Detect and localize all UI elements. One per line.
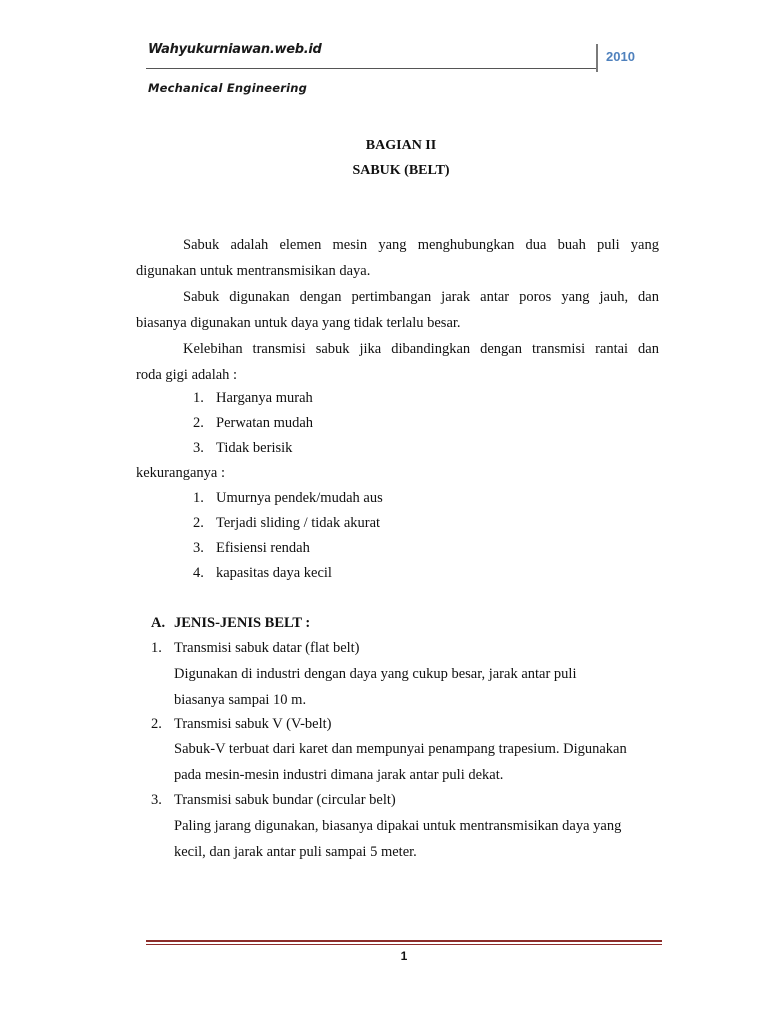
section-marker: A.: [151, 615, 166, 631]
disadvantages-label: kekuranganya :: [136, 465, 225, 481]
advantage-number: 1.: [193, 390, 204, 406]
para-2-line-2: biasanya digunakan untuk daya yang tidak terlalu besar.: [136, 315, 461, 331]
para-2-line-1: Sabuk digunakan dengan pertimbangan jarak antar poros yang jauh, dan: [183, 289, 659, 305]
advantage-item: Harganya murah: [216, 390, 313, 406]
disadvantage-item: Terjadi sliding / tidak akurat: [216, 515, 381, 531]
advantage-number: 3.: [193, 440, 204, 456]
belt-type-number: 3.: [151, 792, 162, 808]
chapter-title: SABUK (BELT): [352, 163, 450, 178]
disadvantage-number: 4.: [193, 565, 204, 581]
header-rule: [146, 68, 598, 69]
site-name: Wahyukurniawan.web.id: [148, 42, 322, 57]
belt-type-description: biasanya sampai 10 m.: [174, 692, 307, 708]
advantage-number: 2.: [193, 415, 204, 431]
header-subtitle: Mechanical Engineering: [148, 81, 308, 95]
para-3-line-2: roda gigi adalah :: [136, 367, 238, 383]
disadvantage-number: 2.: [193, 515, 204, 531]
belt-type-description: pada mesin-mesin industri dimana jarak antar puli dekat.: [174, 767, 504, 783]
chapter-label: BAGIAN II: [365, 138, 437, 153]
belt-type-title: Transmisi sabuk V (V-belt): [174, 716, 332, 732]
disadvantage-number: 3.: [193, 540, 204, 556]
footer-rule-thin: [146, 944, 662, 945]
advantage-item: Perwatan mudah: [216, 415, 314, 431]
disadvantage-item: kapasitas daya kecil: [216, 565, 332, 581]
para-3-line-1: Kelebihan transmisi sabuk jika dibandingkan dengan transmisi rantai dan: [183, 341, 659, 357]
section-heading: JENIS-JENIS BELT :: [174, 615, 311, 631]
page-number: 1: [400, 949, 408, 963]
belt-type-title: Transmisi sabuk datar (flat belt): [174, 640, 360, 656]
belt-type-description: kecil, dan jarak antar puli sampai 5 meter.: [174, 844, 417, 860]
belt-type-number: 2.: [151, 716, 162, 732]
para-1-line-1: Sabuk adalah elemen mesin yang menghubungkan dua buah puli yang: [183, 237, 659, 253]
header-year: 2010: [606, 49, 635, 64]
disadvantage-item: Efisiensi rendah: [216, 540, 310, 556]
disadvantage-item: Umurnya pendek/mudah aus: [216, 490, 383, 506]
belt-type-description: Paling jarang digunakan, biasanya dipakai untuk mentransmisikan daya yang: [174, 818, 622, 834]
header-divider: [596, 44, 598, 72]
belt-type-description: Sabuk-V terbuat dari karet dan mempunyai penampang trapesium. Digunakan: [174, 741, 627, 757]
footer-rule: [146, 940, 662, 942]
belt-type-title: Transmisi sabuk bundar (circular belt): [174, 792, 396, 808]
belt-type-description: Digunakan di industri dengan daya yang cukup besar, jarak antar puli: [174, 666, 577, 682]
para-1-line-2: digunakan untuk mentransmisikan daya.: [136, 263, 371, 279]
advantage-item: Tidak berisik: [216, 440, 293, 456]
disadvantage-number: 1.: [193, 490, 204, 506]
belt-type-number: 1.: [151, 640, 162, 656]
